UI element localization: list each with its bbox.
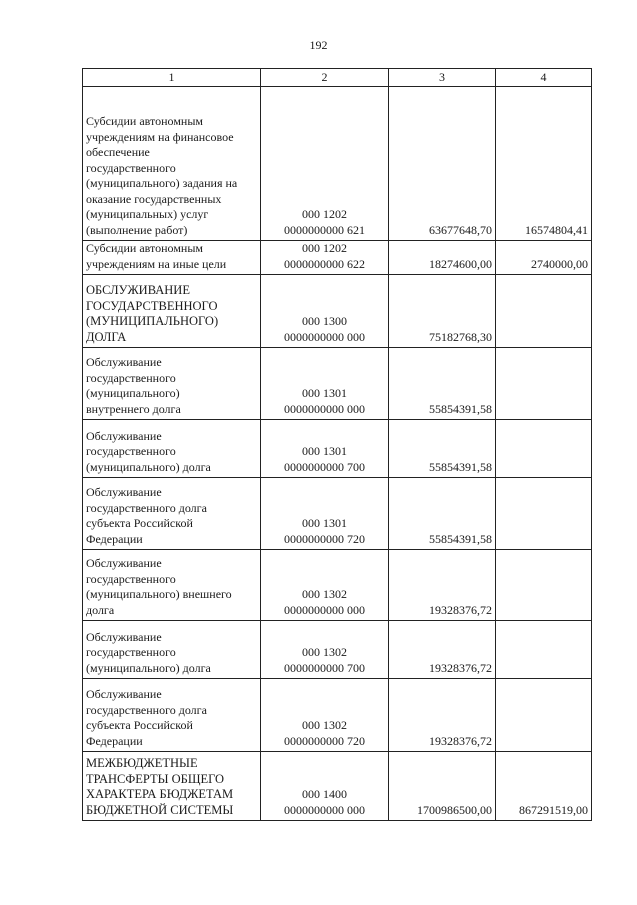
row-name xyxy=(83,752,261,821)
column-header-2: 2 xyxy=(261,69,389,87)
column-header-3: 3 xyxy=(389,69,496,87)
row-name-line: долга xyxy=(86,602,115,617)
row-name xyxy=(83,348,261,420)
row-name-line: ОБСЛУЖИВАНИЕ xyxy=(86,283,190,297)
row-name-line: (муниципального) xyxy=(86,386,180,400)
row-name-line: Федерации xyxy=(86,531,143,546)
row-name-line: Обслуживание xyxy=(86,687,162,701)
row-code-section: 000 1302 xyxy=(302,718,347,732)
row-code xyxy=(261,550,389,621)
row-code xyxy=(261,275,389,348)
row-name-line: ХАРАКТЕРА БЮДЖЕТАМ xyxy=(86,787,234,801)
row-name xyxy=(83,679,261,752)
row-value-col4 xyxy=(496,621,592,679)
row-name-line: обеспечение xyxy=(86,145,150,159)
row-name-line: (выполнение работ) xyxy=(86,222,188,237)
row-code-section: 000 1302 xyxy=(302,645,347,659)
row-name-line: (муниципального) долга xyxy=(86,459,211,474)
row-value-col3: 75182768,30 xyxy=(389,275,496,348)
row-name-line: государственного долга xyxy=(86,500,207,515)
row-code-detail: 0000000000 720 xyxy=(284,733,365,748)
row-code xyxy=(261,752,389,821)
row-name-line: субъекта Российской xyxy=(86,516,193,530)
row-code-detail: 0000000000 000 xyxy=(284,602,365,617)
row-name-line: Обслуживание xyxy=(86,428,162,443)
row-value-col3: 1700986500,00 xyxy=(389,752,496,821)
row-value-col4: 867291519,00 xyxy=(496,752,592,821)
row-code xyxy=(261,679,389,752)
row-name xyxy=(83,550,261,621)
row-name-line: государственного xyxy=(86,571,176,586)
row-code-detail: 0000000000 000 xyxy=(284,401,365,416)
row-code-section: 000 1202 xyxy=(302,207,347,221)
row-name-line: оказание государственных xyxy=(86,191,222,206)
row-code-section: 000 1301 xyxy=(302,386,347,400)
table-row xyxy=(83,478,592,550)
row-code-section: 000 1300 xyxy=(302,314,347,328)
row-code-section: 000 1301 xyxy=(302,444,347,458)
row-code-section: 000 1400 xyxy=(302,787,347,801)
row-value-col3: 19328376,72 xyxy=(389,679,496,752)
row-name xyxy=(83,275,261,348)
row-name-line: ТРАНСФЕРТЫ ОБЩЕГО xyxy=(86,771,225,786)
row-code-detail: 0000000000 700 xyxy=(284,459,365,474)
row-value-col3: 18274600,00 xyxy=(389,241,496,275)
row-name-line: (муниципальных) услуг xyxy=(86,207,209,221)
row-value-col4 xyxy=(496,679,592,752)
row-value-col4 xyxy=(496,550,592,621)
row-code xyxy=(261,241,389,275)
row-name-line: (МУНИЦИПАЛЬНОГО) xyxy=(86,314,219,328)
row-code-detail: 0000000000 621 xyxy=(284,222,365,237)
table-row xyxy=(83,348,592,420)
row-name-line: Субсидии автономным xyxy=(86,241,203,255)
row-name-line: Обслуживание xyxy=(86,629,162,644)
row-name-line: учреждениям на иные цели xyxy=(86,256,227,271)
table-row xyxy=(83,275,592,348)
row-name xyxy=(83,420,261,478)
row-name-line: (муниципального) долга xyxy=(86,660,211,675)
row-code xyxy=(261,87,389,241)
row-name xyxy=(83,621,261,679)
row-code xyxy=(261,621,389,679)
row-name-line: (муниципального) внешнего xyxy=(86,587,232,601)
row-code xyxy=(261,420,389,478)
row-name xyxy=(83,241,261,275)
table-body xyxy=(83,87,592,821)
table-row xyxy=(83,87,592,241)
row-name xyxy=(83,87,261,241)
row-name-line: Федерации xyxy=(86,733,143,748)
row-code xyxy=(261,348,389,420)
row-code-detail: 0000000000 000 xyxy=(284,802,365,817)
page-number: 192 xyxy=(309,38,328,52)
row-name-line: Обслуживание xyxy=(86,355,162,369)
table-row xyxy=(83,752,592,821)
row-code-detail: 0000000000 622 xyxy=(284,256,365,271)
row-code-detail: 0000000000 700 xyxy=(284,660,365,675)
table-row xyxy=(83,420,592,478)
row-value-col3: 55854391,58 xyxy=(389,348,496,420)
column-header-4: 4 xyxy=(496,69,592,87)
row-name-line: ДОЛГА xyxy=(86,329,127,344)
budget-table xyxy=(82,68,592,821)
row-name-line: Субсидии автономным xyxy=(86,114,203,128)
row-name-line: государственного xyxy=(86,645,176,659)
row-name-line: государственного xyxy=(86,370,176,385)
row-name xyxy=(83,478,261,550)
column-header-1: 1 xyxy=(83,69,261,87)
row-name-line: Обслуживание xyxy=(86,556,162,570)
row-value-col4 xyxy=(496,420,592,478)
row-value-col4 xyxy=(496,275,592,348)
row-code-detail: 0000000000 000 xyxy=(284,329,365,344)
row-value-col4 xyxy=(496,348,592,420)
row-code-section: 000 1301 xyxy=(302,516,347,530)
row-name-line: государственного долга xyxy=(86,702,207,717)
row-name-line: внутреннего долга xyxy=(86,401,181,416)
row-value-col4 xyxy=(496,478,592,550)
row-name-line: учреждениям на финансовое xyxy=(86,129,234,144)
row-name-line: Обслуживание xyxy=(86,485,162,499)
table-row xyxy=(83,550,592,621)
row-code-section: 000 1202 xyxy=(302,241,347,255)
row-value-col4: 2740000,00 xyxy=(496,241,592,275)
row-name-line: МЕЖБЮДЖЕТНЫЕ xyxy=(86,756,198,770)
row-value-col4: 16574804,41 xyxy=(496,87,592,241)
row-name-line: государственного xyxy=(86,444,176,458)
row-name-line: (муниципального) задания на xyxy=(86,176,238,190)
row-name-line: ГОСУДАРСТВЕННОГО xyxy=(86,298,218,313)
row-name-line: субъекта Российской xyxy=(86,718,193,732)
row-code-detail: 0000000000 720 xyxy=(284,531,365,546)
row-value-col3: 19328376,72 xyxy=(389,550,496,621)
row-value-col3: 55854391,58 xyxy=(389,478,496,550)
table-header-row xyxy=(83,69,592,87)
row-name-line: государственного xyxy=(86,160,176,175)
row-value-col3: 55854391,58 xyxy=(389,420,496,478)
table-row xyxy=(83,621,592,679)
row-name-line: БЮДЖЕТНОЙ СИСТЕМЫ xyxy=(86,802,234,817)
row-code xyxy=(261,478,389,550)
row-value-col3: 63677648,70 xyxy=(389,87,496,241)
row-code-section: 000 1302 xyxy=(302,587,347,601)
table-row xyxy=(83,679,592,752)
row-value-col3: 19328376,72 xyxy=(389,621,496,679)
table-row xyxy=(83,241,592,275)
